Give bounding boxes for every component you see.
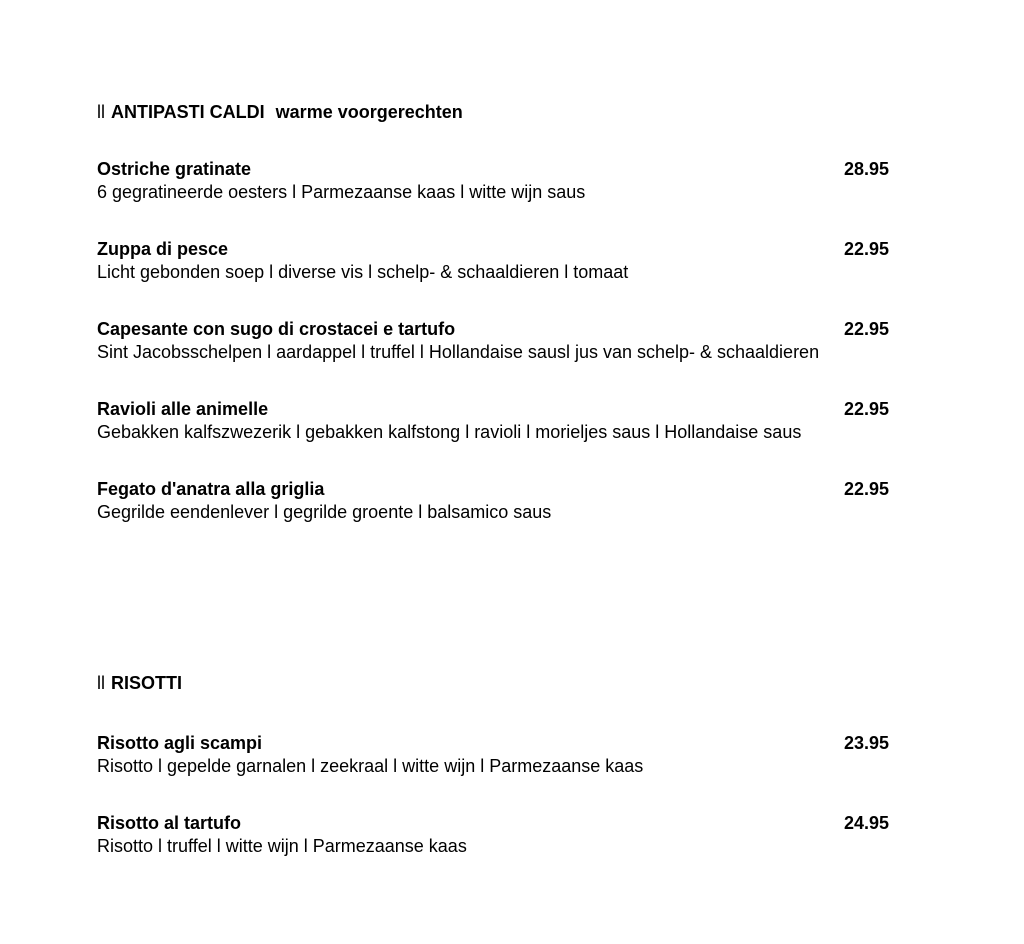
menu-item-risotto-agli-scampi [97, 732, 889, 778]
item-description: 6 gegratineerde oesters l Parmezaanse kaas l witte wijn saus [97, 182, 586, 202]
menu-item-zuppa-di-pesce [97, 238, 889, 284]
item-name: Zuppa di pesce [97, 239, 229, 259]
item-price: 22.95 [843, 239, 889, 259]
menu-item-risotto-al-tartufo [97, 812, 889, 858]
section-title: ANTIPASTI CALDI [111, 102, 265, 122]
item-head [97, 812, 889, 835]
menu-item-capesante [97, 318, 889, 364]
item-head [97, 398, 889, 421]
item-description: Sint Jacobsschelpen l aardappel l truffel l Hollandaise sausl jus van schelp- & schaaldieren [97, 342, 820, 362]
item-price: 28.95 [843, 159, 889, 179]
item-price: 22.95 [843, 479, 889, 499]
item-description: Risotto l gepelde garnalen l zeekraal l witte wijn l Parmezaanse kaas [97, 756, 644, 776]
menu-item-ravioli-alle-animelle [97, 398, 889, 444]
menu-item-fegato-danatra [97, 478, 889, 524]
item-price: 24.95 [843, 813, 889, 833]
section-subtitle: warme voorgerechten [275, 102, 463, 122]
section-header-risotti [97, 672, 889, 695]
item-head [97, 158, 889, 181]
item-head [97, 318, 889, 341]
item-name: Risotto agli scampi [97, 733, 263, 753]
item-description: Licht gebonden soep l diverse vis l schelp- & schaaldieren l tomaat [97, 262, 629, 282]
menu-item-ostriche-gratinate [97, 158, 889, 204]
item-name: Ostriche gratinate [97, 159, 252, 179]
item-head [97, 238, 889, 261]
section-marker: ll [97, 673, 105, 693]
item-price: 22.95 [843, 399, 889, 419]
item-description: Gebakken kalfszwezerik l gebakken kalfstong l ravioli l morieljes saus l Hollandaise saus [97, 422, 802, 442]
item-name: Ravioli alle animelle [97, 399, 269, 419]
item-head [97, 732, 889, 755]
item-price: 23.95 [843, 733, 889, 753]
item-name: Capesante con sugo di crostacei e tartufo [97, 319, 456, 339]
section-header-antipasti-caldi [97, 101, 889, 124]
section-marker: ll [97, 102, 105, 122]
item-name: Fegato d'anatra alla griglia [97, 479, 325, 499]
item-description: Gegrilde eendenlever l gegrilde groente l balsamico saus [97, 502, 552, 522]
section-title: RISOTTI [111, 673, 182, 693]
item-head [97, 478, 889, 501]
item-name: Risotto al tartufo [97, 813, 241, 833]
item-price: 22.95 [843, 319, 889, 339]
item-description: Risotto l truffel l witte wijn l Parmezaanse kaas [97, 836, 467, 856]
